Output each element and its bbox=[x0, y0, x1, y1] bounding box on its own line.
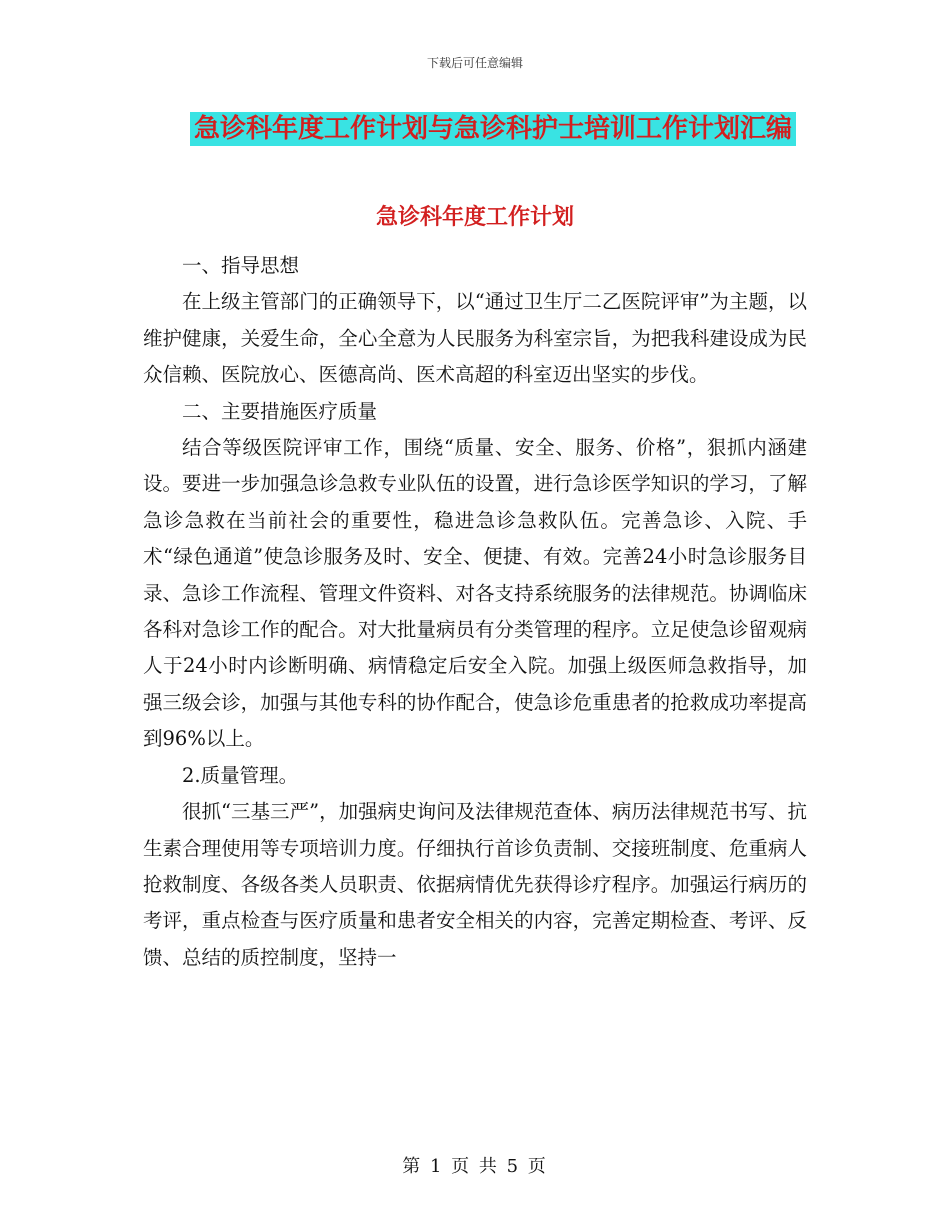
page-header-note: 下载后可任意编辑 bbox=[426, 56, 523, 70]
document-title: 急诊科年度工作计划与急诊科护士培训工作计划汇编 bbox=[190, 112, 796, 146]
section-title: 急诊科年度工作计划 bbox=[375, 205, 574, 230]
paragraph-guiding-ideology: 在上级主管部门的正确领导下，以“通过卫生厅二乙医院评审”为主题，以维护健康，关爱生命，全心全意为人民服务为科室宗旨，为把我科建设成为民众信赖、医院放心、医德高尚、医术高超的科室迈出坚实的步伐。 bbox=[143, 290, 807, 387]
heading-quality-management: 2.质量管理。 bbox=[182, 763, 299, 787]
paragraph-main-measures: 结合等级医院评审工作，围绕“质量、安全、服务、价格”，狠抓内涵建设。要进一步加强急诊急救专业队伍的设置，进行急诊医学知识的学习，了解急诊急救在当前社会的重要性，稳进急诊急救队伍。完善急诊、入院、手术“绿色通道”使急诊服务及时、安全、便捷、有效。完善24小时急诊服务目录、急诊工作流程、管理文件资料、对各支持系统服务的法律规范。协调临床各科对急诊工作的配合。对大批量病员有分类管理的程序。立足使急诊留观病人于24小时内诊断明确、病情稳定后安全入院。加强上级医师急救指导，加强三级会诊，加强与其他专科的协作配合，使急诊危重患者的抢救成功率提高到96%以上。 bbox=[143, 436, 807, 751]
document-title-container bbox=[190, 112, 810, 146]
paragraph-quality-management: 很抓“三基三严”，加强病史询问及法律规范查体、病历法律规范书写、抗生素合理使用等专项培训力度。仔细执行首诊负责制、交接班制度、危重病人抢救制度、各级各类人员职责、依据病情优先获得诊疗程序。加强运行病历的考评，重点检查与医疗质量和患者安全相关的内容，完善定期检查、考评、反馈、总结的质控制度，坚持一 bbox=[143, 800, 807, 969]
heading-main-measures: 二、主要措施医疗质量 bbox=[182, 399, 378, 423]
page-number: 第 1 页 共 5 页 bbox=[402, 1156, 548, 1177]
heading-guiding-ideology: 一、指导思想 bbox=[182, 254, 300, 277]
document-body bbox=[143, 248, 807, 976]
